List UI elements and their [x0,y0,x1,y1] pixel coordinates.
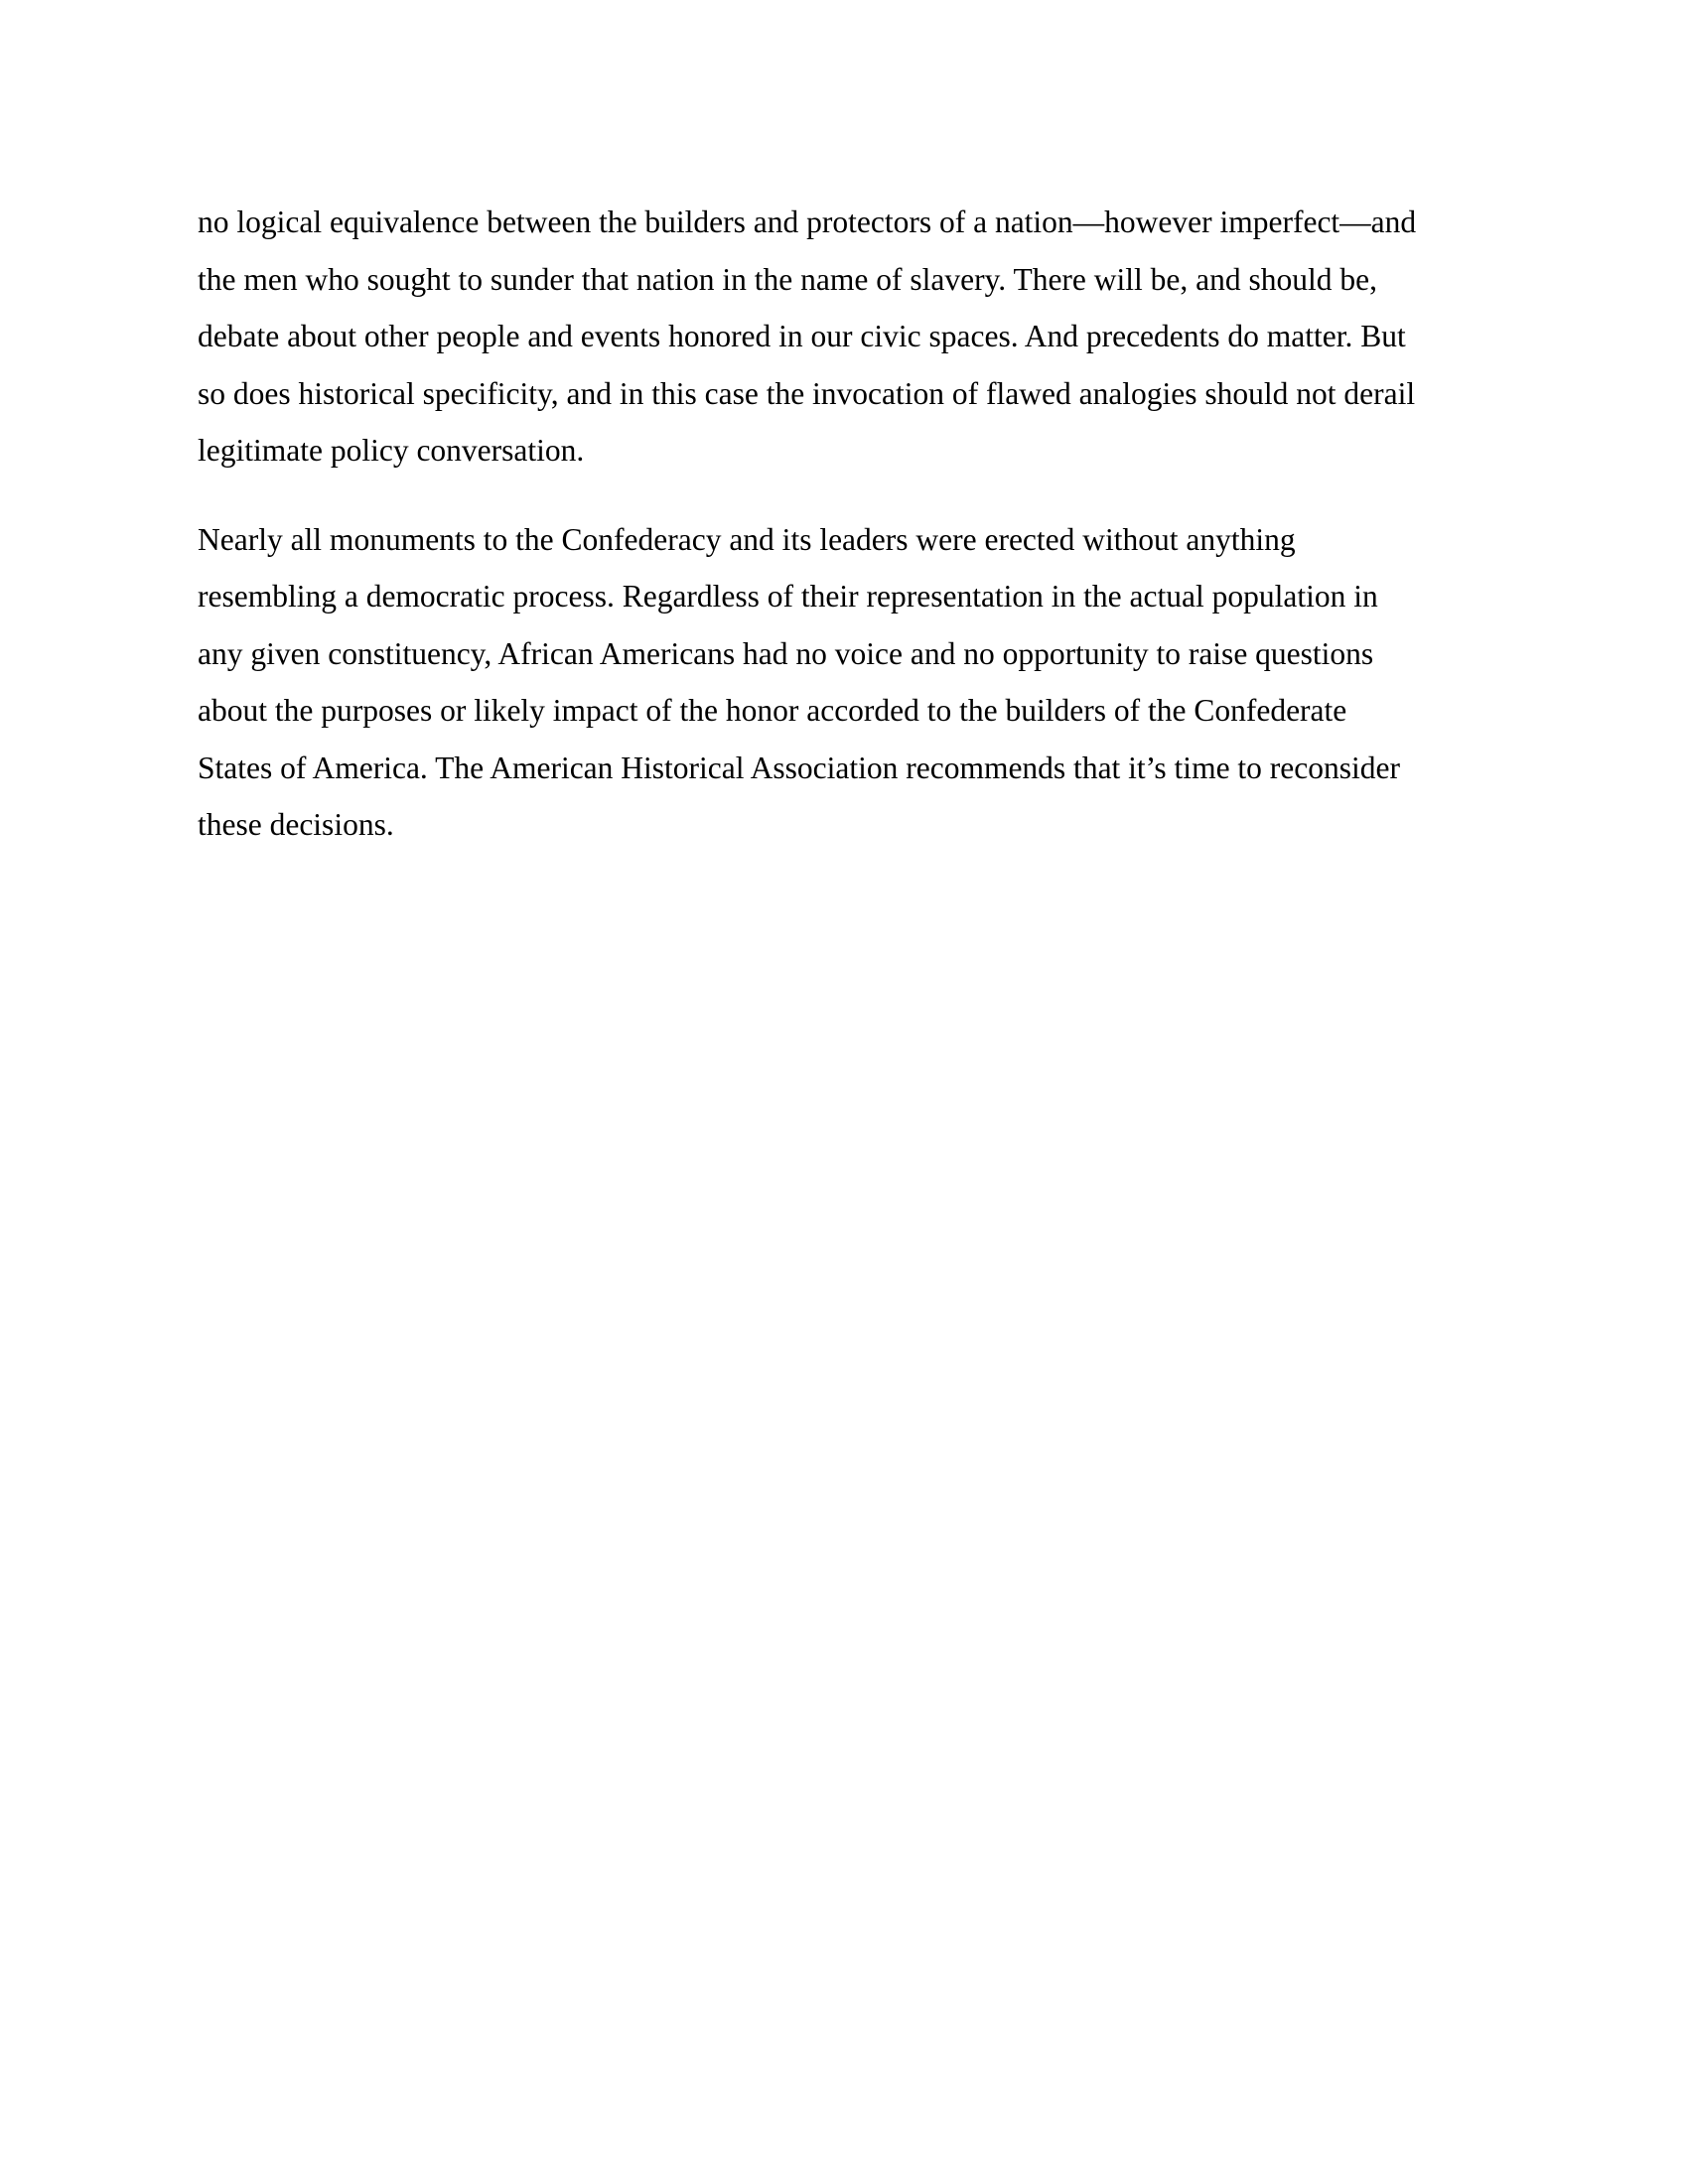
paragraph-1 [198,194,1498,479]
paragraph-line: Nearly all monuments to the Confederacy and its leaders were erected without anything [198,521,1296,557]
paragraph-line: debate about other people and events honored in our civic spaces. And precedents do matter. But [198,319,1406,353]
paragraph-line: about the purposes or likely impact of the honor accorded to the builders of the Confederate [198,693,1347,728]
paragraph-line: States of America. The American Historical Association recommends that it’s time to reconsider [198,750,1400,785]
paragraph-line: any given constituency, African Americans had no voice and no opportunity to raise questions [198,635,1374,671]
paragraph-line: legitimate policy conversation. [198,433,585,468]
paragraph-line: no logical equivalence between the builders and protectors of a nation—however imperfect—and [198,205,1417,239]
paragraph-line: the men who sought to sunder that nation in the name of slavery. There will be, and should be, [198,261,1377,297]
paragraph-line: these decisions. [198,807,394,842]
paragraph-line: resembling a democratic process. Regardless of their representation in the actual population in [198,579,1378,614]
document-body [198,194,1498,854]
paragraph-2 [198,511,1498,854]
paragraph-spacer [198,479,1498,511]
paragraph-line: so does historical specificity, and in this case the invocation of flawed analogies should not derail [198,375,1416,411]
